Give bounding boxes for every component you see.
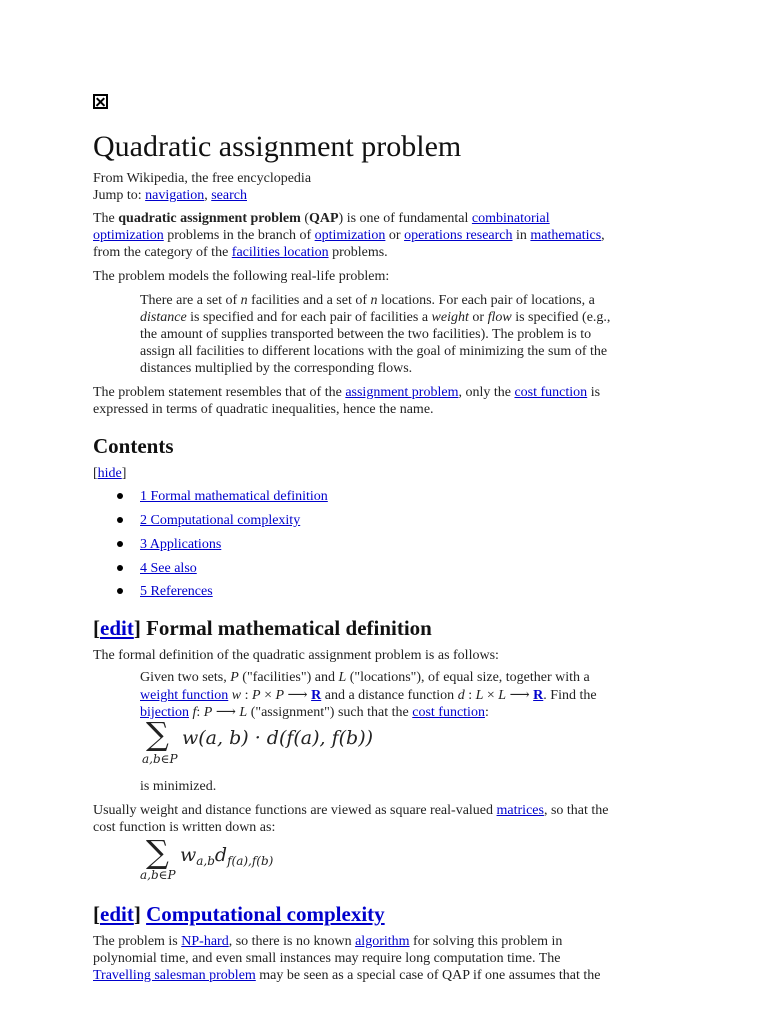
quote-italic: flow [487, 310, 512, 325]
real-numbers-link[interactable]: R [311, 688, 322, 703]
intro-text: problems. [328, 245, 388, 260]
real-numbers-link[interactable]: R [533, 688, 544, 703]
from-line: From Wikipedia, the free encyclopedia [93, 171, 312, 186]
cost-function-link[interactable]: cost function [514, 385, 588, 400]
definition-line-2 [140, 687, 597, 704]
body-text: for solving this problem in [409, 934, 563, 949]
def-text: ⟶ [284, 688, 312, 703]
hide-contents-link[interactable]: hide [97, 466, 122, 481]
jump-to-line [93, 187, 247, 204]
is-minimized: is minimized. [140, 779, 217, 794]
quote-text: facilities and a set of [247, 293, 371, 308]
body-text: Usually weight and distance functions are viewed as square real-valued [93, 803, 497, 818]
jump-separator: , [204, 188, 212, 203]
def-text: : [484, 705, 489, 720]
intro-abbrev-bold: QAP [308, 211, 339, 226]
def-var: P [203, 705, 213, 720]
body-text: , so there is no known [228, 934, 356, 949]
toc-link-formal-definition[interactable]: 1 Formal mathematical definition [140, 489, 328, 504]
cost-formula: w(a, b) · d(f(a), f(b)) [182, 727, 374, 749]
quote-line-5: distances multiplied by the corresponding flows. [140, 361, 413, 376]
intro-term-bold: quadratic assignment problem [118, 211, 301, 226]
quote-text: is specified (e.g., [511, 310, 611, 325]
quote-var: n [370, 293, 378, 308]
close-icon[interactable] [93, 94, 108, 109]
intro-text: from the category of the [93, 245, 232, 260]
def-var: L [498, 688, 507, 703]
intro-text: problems in the branch of [163, 228, 315, 243]
bracket: ] [121, 466, 127, 481]
def-text: : [464, 688, 476, 703]
intro-text: ) is one of fundamental [338, 211, 472, 226]
bracket: [ [93, 616, 100, 640]
quote-text: or [468, 310, 488, 325]
navigation-link[interactable]: navigation [145, 188, 205, 203]
def-text: . Find the [543, 688, 597, 703]
def-var: d [457, 688, 465, 703]
section2-line-3 [93, 967, 601, 984]
intro-text: , [601, 228, 605, 243]
intro-paragraph-2: The problem models the following real-life problem: [93, 269, 390, 284]
toc-link-see-also[interactable]: 4 See also [140, 561, 197, 576]
intro-text: The problem statement resembles that of the [93, 385, 346, 400]
section2-line-1 [93, 933, 562, 950]
travelling-salesman-link[interactable]: Travelling salesman problem [93, 968, 256, 983]
sum-subscript: a,b∈P [142, 752, 178, 766]
intro-paragraph-3-line-2: expressed in terms of quadratic inequalities, hence the name. [93, 402, 434, 417]
intro-text: , only the [458, 385, 515, 400]
intro-text: or [385, 228, 405, 243]
intro-text: is [587, 385, 601, 400]
quote-italic: weight [431, 310, 469, 325]
combinatorial-optimization-link[interactable]: optimization [93, 228, 164, 243]
body-text: , so that the [543, 803, 609, 818]
formula-distance-subscript: f(a),f(b) [227, 854, 274, 868]
quote-line-1 [140, 292, 595, 309]
def-var: P [230, 670, 239, 685]
def-var: L [475, 688, 484, 703]
section-heading-computational-complexity [93, 901, 385, 927]
quote-line-4: assign all facilities to different locations with the goal of minimizing the sum of the [140, 344, 608, 359]
bracket: ] [133, 616, 141, 640]
def-text: ("locations"), of equal size, together with a [346, 670, 590, 685]
bracket: [ [93, 466, 98, 481]
bullet-icon [117, 541, 123, 547]
def-text: × [260, 688, 276, 703]
intro-line-2 [93, 227, 605, 244]
quote-line-3: the amount of supplies transported between the two facilities). The problem is to [140, 327, 592, 342]
sum-subscript: a,b∈P [140, 868, 176, 882]
page-title: Quadratic assignment problem [93, 130, 462, 163]
section1-paragraph-2-line-2: cost function is written down as: [93, 820, 276, 835]
bullet-icon [117, 565, 123, 571]
weight-function-link[interactable]: weight function [140, 688, 229, 703]
intro-text: in [512, 228, 531, 243]
intro-line-3 [93, 244, 388, 261]
def-var: w [231, 688, 242, 703]
np-hard-link[interactable]: NP-hard [181, 934, 229, 949]
toc-item [117, 488, 328, 505]
quote-text: There are a set of [140, 293, 241, 308]
jump-to-label: Jump to: [93, 188, 146, 203]
quote-var: n [240, 293, 248, 308]
bullet-icon [117, 517, 123, 523]
section1-intro: The formal definition of the quadratic assignment problem is as follows: [93, 648, 499, 663]
operations-research-link[interactable]: operations research [404, 228, 513, 243]
def-text: : [241, 688, 252, 703]
toc-link-computational-complexity[interactable]: 2 Computational complexity [140, 513, 301, 528]
def-text: Given two sets, [140, 670, 231, 685]
contents-toggle [93, 465, 126, 482]
quote-italic: distance [140, 310, 187, 325]
section1-paragraph-2-line-1 [93, 802, 609, 819]
mathematics-link[interactable]: mathematics [530, 228, 602, 243]
formula-weight-subscript: a,b [196, 854, 215, 868]
section-heading-formal-definition [93, 615, 432, 641]
intro-line-1 [93, 210, 550, 227]
def-text: ⟶ [212, 705, 240, 720]
def-text: : [196, 705, 204, 720]
def-var: P [252, 688, 261, 703]
bullet-icon [117, 493, 123, 499]
quote-text: locations. For each pair of locations, a [377, 293, 595, 308]
definition-line-1 [140, 669, 590, 686]
def-var: P [275, 688, 285, 703]
def-text: × [483, 688, 499, 703]
optimization-link[interactable]: optimization [314, 228, 386, 243]
toc-item [117, 512, 300, 529]
body-text: The problem is [93, 934, 182, 949]
body-text: may be seen as a special case of QAP if one assumes that the [255, 968, 601, 983]
section2-line-2: polynomial time, and even small instances may require long computation time. The [93, 951, 561, 966]
matrix-cost-formula [180, 844, 273, 866]
edit-link[interactable]: edit [100, 616, 134, 640]
quote-line-2 [140, 309, 610, 326]
intro-paragraph-3-line-1 [93, 384, 600, 401]
sum-symbol: ∑ [146, 833, 169, 871]
quote-text: is specified and for each pair of facilities a [186, 310, 432, 325]
formula-weight: w [180, 844, 197, 866]
toc-item [117, 560, 197, 577]
contents-heading: Contents [93, 434, 174, 458]
edit-link[interactable]: edit [100, 902, 134, 926]
def-text: and a distance function [321, 688, 458, 703]
toc-item [117, 583, 213, 600]
definition-line-3 [140, 704, 489, 721]
sum-symbol: ∑ [146, 715, 169, 753]
def-text: ("facilities") and [238, 670, 339, 685]
def-var: L [239, 705, 248, 720]
bijection-link[interactable]: bijection [140, 705, 189, 720]
section-title: Formal mathematical definition [140, 616, 432, 640]
algorithm-link[interactable]: algorithm [355, 934, 410, 949]
combinatorial-link[interactable]: combinatorial [471, 211, 550, 226]
toc-item [117, 536, 221, 553]
def-text: ⟶ [506, 688, 534, 703]
facilities-location-link[interactable]: facilities location [231, 245, 329, 260]
intro-text: ( [300, 211, 309, 226]
computational-complexity-link[interactable]: Computational complexity [146, 902, 385, 926]
def-var: f [192, 705, 197, 720]
matrices-link[interactable]: matrices [496, 803, 544, 818]
assignment-problem-link[interactable]: assignment problem [345, 385, 459, 400]
bullet-icon [117, 588, 123, 594]
bracket: [ [93, 902, 100, 926]
toc-link-references[interactable]: 5 References [140, 584, 213, 599]
search-link[interactable]: search [211, 188, 247, 203]
cost-function-link[interactable]: cost function [412, 705, 485, 720]
formula-distance: d [214, 844, 228, 866]
intro-text: The [93, 211, 119, 226]
bracket: ] [133, 902, 141, 926]
def-var: L [338, 670, 347, 685]
def-text: ("assignment") such that the [247, 705, 413, 720]
toc-link-applications[interactable]: 3 Applications [140, 537, 222, 552]
